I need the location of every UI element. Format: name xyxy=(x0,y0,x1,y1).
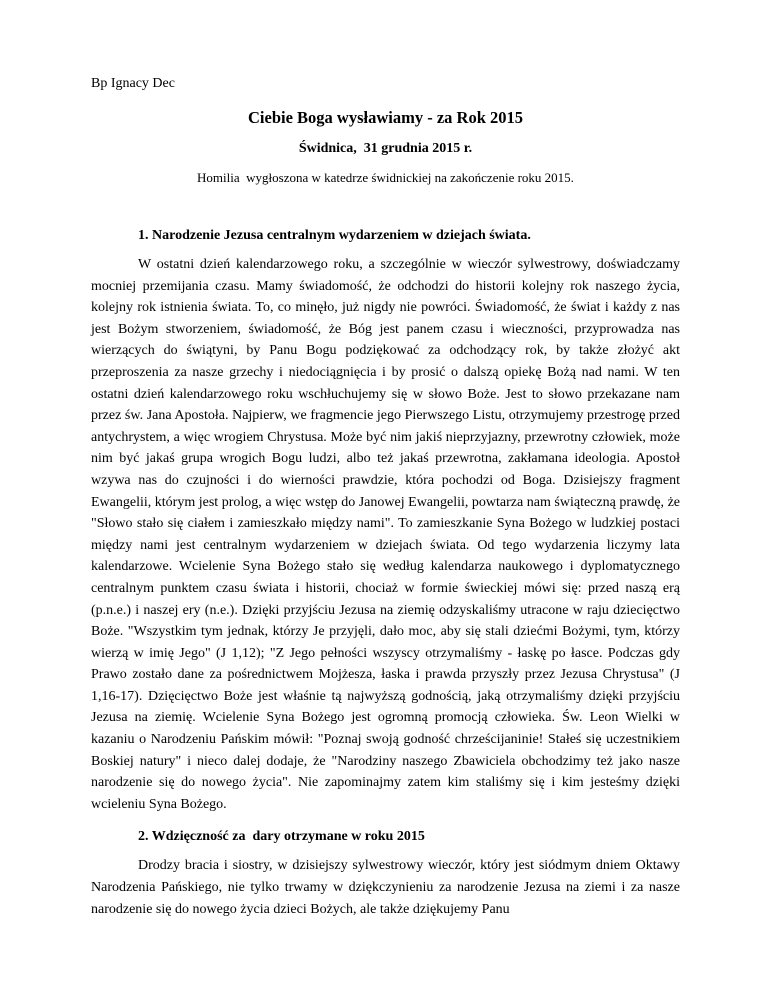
author-line: Bp Ignacy Dec xyxy=(91,76,175,91)
section-2-heading: 2. Wdzięczność za dary otrzymane w roku 2015 xyxy=(138,829,425,845)
document-subtitle: Świdnica, 31 grudnia 2015 r. xyxy=(298,141,473,156)
section-2-paragraph: Drodzy bracia i siostry, w dzisiejszy sylwestrowy wieczór, który jest siódmym dniem Oktawy Narodzenia Pańskiego, nie tylko trwamy w dziękczynieniu za narodzenie Jezusa na ziemi i za nasze narodzenie się do nowego życia dzieci Bożych, ale także dziękujemy Panu xyxy=(91,858,680,917)
section-1-paragraph: W ostatni dzień kalendarzowego roku, a szczególnie w wieczór sylwestrowy, doświadczamy mocniej przemijania czasu. Mamy świadomość, że odchodzi do historii kolejny rok naszego życia, kolejny rok istnienia świata. To, co minęło, już nigdy nie powróci. Świadomość, że świat i każdy z nas jest Bożym stworzeniem, świadomość, że Bóg jest panem czasu i wieczności, przyprowadza nas wierzących do świątyni, by Panu Bogu podziękować za odchodzący rok, by także złożyć akt przeproszenia za nasze grzechy i niedociągnięcia i by prosić o dalszą opiekę Bożą nad nami. W ten ostatni dzień kalendarzowego roku wschłuchujemy się w słowo Boże. Jest to słowo przekazane nam przez św. Jana Apostoła. Najpierw, we fragmencie jego Pierwszego Listu, otrzymujemy przestrogę przed antychrystem, a więc wrogiem Chrystusa. Może być nim jakiś nieprzyjazny, przewrotny człowiek, może nim być jakaś grupa wrogich Bogu ludzi, albo też jakaś przewrotna, zakłamana ideologia. Apostoł wzywa nas do czujności i do wierności prawdzie, która pochodzi od Boga. Dzisiejszy fragment Ewangelii, którym jest prolog, a więc wstęp do Janowej Ewangelii, powtarza nam świąteczną prawdę, że "Słowo stało się ciałem i zamieszkało między nami". To zamieszkanie Syna Bożego w ludzkiej postaci między nami jest centralnym wydarzeniem w dziejach świata. Od tego wydarzenia liczymy lata kalendarzowe. Wcielenie Syna Bożego stało się według kalendarza naukowego i dyplomatycznego centralnym punktem czasu świata i historii, chociaż w formie świeckiej mówi się: przed naszą erą (p.n.e.) i naszej ery (n.e.). Dzięki przyjściu Jezusa na ziemię odzyskaliśmy utracone w raju dziecięctwo Boże. "Wszystkim tym jednak, którzy Je przyjęli, dało moc, aby się stali dziećmi Bożymi, tym, którzy wierzą w imię Jego" (J 1,12); "Z Jego pełności wszyscy otrzymaliśmy - łaskę po łasce. Podczas gdy Prawo zostało dane za pośrednictwem Mojżesza, łaska i prawda przyszły przez Jezusa Chrystusa" (J 1,16-17). Dzięcięctwo Boże jest właśnie tą najwyższą godnością, jaką otrzymaliśmy dzięki przyjściu Jezusa na ziemię. Wcielenie Syna Bożego jest ogromną promocją człowieka. Św. Leon Wielki w kazaniu o Narodzeniu Pańskim mówił: "Poznaj swoją godność chrześcijaninie! Stałeś się uczestnikiem Boskiej natury" i nieco dalej dodaje, że "Narodziny naszego Zbawiciela obchodzimy też jako nasze narodzenie się do nowego życia". Nie zapominajmy zatem kim staliśmy się i kim jesteśmy dzięki wcieleniu Syna Bożego. xyxy=(91,257,680,812)
document-title: Ciebie Boga wysławiamy - za Rok 2015 xyxy=(248,108,523,127)
section-1-heading: 1. Narodzenie Jezusa centralnym wydarzeniem w dziejach świata. xyxy=(138,228,531,243)
document-description: Homilia wygłoszona w katedrze świdnickiej na zakończenie roku 2015. xyxy=(197,170,574,185)
